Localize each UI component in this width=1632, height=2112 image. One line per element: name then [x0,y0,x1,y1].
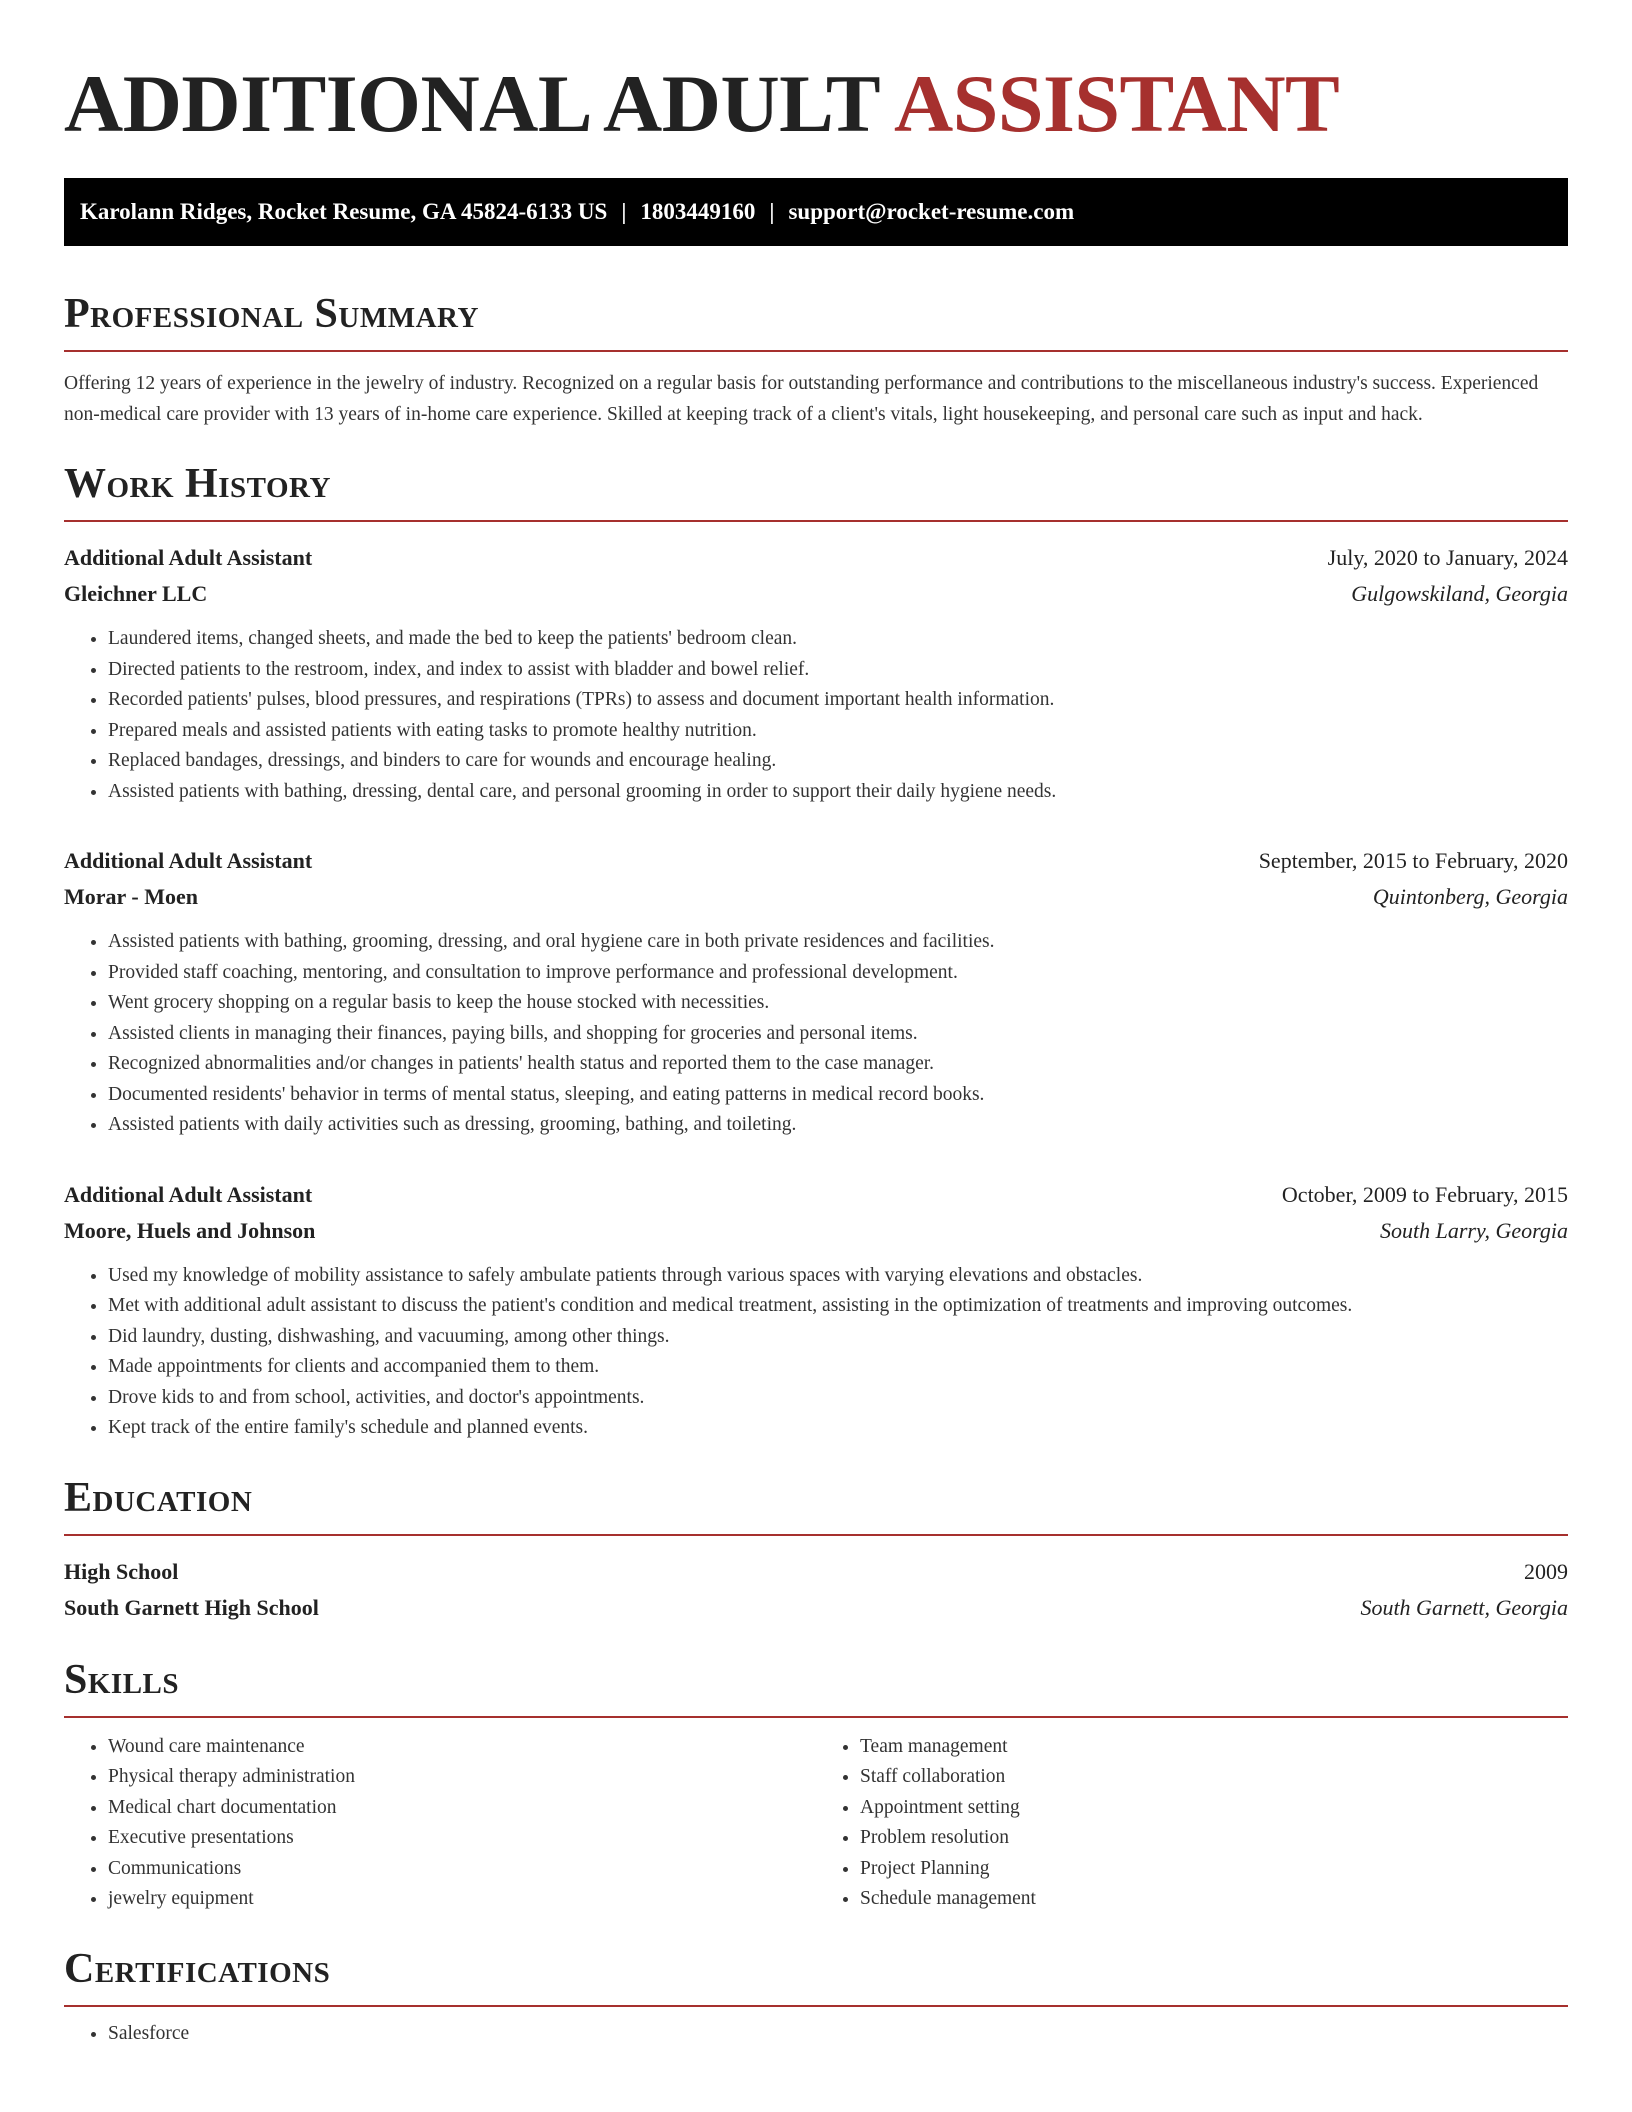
job-duty: • Drove kids to and from school, activities, and doctor's appointments. [108,1383,1568,1414]
job-entry [64,540,1568,807]
certifications-heading: Certifications [64,1945,1568,2007]
skill-item: • Medical chart documentation [108,1793,816,1824]
job-company: Moore, Huels and Johnson [64,1217,316,1243]
education-school: South Garnett High School [64,1594,319,1620]
job-entry [64,1177,1568,1444]
skills-section [64,1656,1568,1915]
skill-item: • Staff collaboration [860,1762,1568,1793]
education-year: 2009 [1524,1558,1568,1584]
work-history-section [64,460,1568,1444]
job-duty: • Went grocery shopping on a regular basis to keep the house stocked with necessities. [108,988,1568,1019]
skill-item: • Physical therapy administration [108,1762,816,1793]
skills-list-left [64,1732,816,1915]
education-location: South Garnett, Georgia [1360,1594,1568,1620]
job-role: Additional Adult Assistant [64,1181,313,1207]
job-duty: • Assisted clients in managing their finances, paying bills, and shopping for groceries and personal items. [108,1019,1568,1050]
job-duty: • Directed patients to the restroom, index, and index to assist with bladder and bowel relief. [108,655,1568,686]
education-heading: Education [64,1474,1568,1536]
job-location: South Larry, Georgia [1379,1217,1568,1243]
job-role: Additional Adult Assistant [64,848,313,873]
summary-heading: Professional Summary [64,290,1568,352]
contact-address: Karolann Ridges, Rocket Resume, GA 45824-6133 US [80,199,608,224]
job-duty: • Assisted patients with daily activities such as dressing, grooming, bathing, and toileting. [108,1110,1568,1141]
job-location: Gulgowskiland, Georgia [1351,581,1568,606]
job-duty: • Recognized abnormalities and/or changes in patients' health status and reported them to the case manager. [108,1049,1568,1080]
job-dates: October, 2009 to February, 2015 [1281,1181,1568,1207]
contact-phone: 1803449160 [640,199,756,224]
education-section [64,1474,1568,1626]
job-duty: • Recorded patients' pulses, blood pressures, and respirations (TPRs) to assess and document important health information. [108,685,1568,716]
job-duties-list [64,1261,1568,1444]
job-duty: • Used my knowledge of mobility assistance to safely ambulate patients through various spaces with varying elevations and obstacles. [108,1261,1568,1292]
summary-section [64,290,1568,430]
education-entry [64,1554,1568,1626]
skills-list-right [816,1732,1568,1915]
skills-heading: Skills [64,1656,1568,1718]
job-duty: • Prepared meals and assisted patients with eating tasks to promote healthy nutrition. [108,716,1568,747]
certifications-list [64,2019,1568,2050]
contact-email: support@rocket-resume.com [788,199,1075,224]
job-duties-list [64,927,1568,1141]
skill-item: • Team management [860,1732,1568,1763]
job-duty: • Assisted patients with bathing, grooming, dressing, and oral hygiene care in both private residences and facilities. [108,927,1568,958]
job-role: Additional Adult Assistant [64,545,313,570]
skill-item: • jewelry equipment [108,1884,816,1915]
job-company: Gleichner LLC [64,581,208,606]
job-location: Quintonberg, Georgia [1372,884,1568,909]
job-duty: • Replaced bandages, dressings, and binders to care for wounds and encourage healing. [108,746,1568,777]
name-accent: ASSISTANT [894,58,1340,149]
job-dates: September, 2015 to February, 2020 [1258,848,1568,873]
certification-item: • Salesforce [108,2019,1568,2050]
job-company: Morar - Moen [64,884,198,909]
job-duty: • Laundered items, changed sheets, and made the bed to keep the patients' bedroom clean. [108,624,1568,655]
job-duty: • Provided staff coaching, mentoring, and consultation to improve performance and professional development. [108,958,1568,989]
skill-item: • Problem resolution [860,1823,1568,1854]
job-entry [64,843,1568,1141]
job-duty: • Made appointments for clients and accompanied them to them. [108,1352,1568,1383]
job-duty: • Documented residents' behavior in terms of mental status, sleeping, and eating patterns in medical record books. [108,1080,1568,1111]
skill-item: • Appointment setting [860,1793,1568,1824]
contact-bar [64,178,1568,246]
job-duty: • Assisted patients with bathing, dressing, dental care, and personal grooming in order to support their daily hygiene needs. [108,777,1568,808]
name-primary: ADDITIONAL ADULT [64,58,879,149]
certifications-section [64,1945,1568,2050]
skill-item: • Project Planning [860,1854,1568,1885]
skills-grid [64,1732,1568,1915]
skill-item: • Schedule management [860,1884,1568,1915]
job-duty: • Met with additional adult assistant to discuss the patient's condition and medical treatment, assisting in the optimization of treatments and improving outcomes. [108,1291,1568,1322]
skill-item: • Communications [108,1854,816,1885]
skill-item: • Executive presentations [108,1823,816,1854]
contact-separator: | [621,199,627,224]
resume-name-title [64,0,1568,152]
education-degree: High School [64,1558,179,1584]
contact-separator: | [769,199,775,224]
skill-item: • Wound care maintenance [108,1732,816,1763]
job-duty: • Kept track of the entire family's schedule and planned events. [108,1413,1568,1444]
job-dates: July, 2020 to January, 2024 [1327,545,1568,570]
work-history-heading: Work History [64,460,1568,522]
summary-text: Offering 12 years of experience in the jewelry of industry. Recognized on a regular basis for outstanding performance and contributions to the miscellaneous industry's success. Experienced non-medical care provider with 13 years of in-home care experience. Skilled at keeping track of a client's vitals, light housekeeping, and personal care such as input and hack. [64,373,1539,425]
job-duties-list [64,624,1568,807]
job-duty: • Did laundry, dusting, dishwashing, and vacuuming, among other things. [108,1322,1568,1353]
